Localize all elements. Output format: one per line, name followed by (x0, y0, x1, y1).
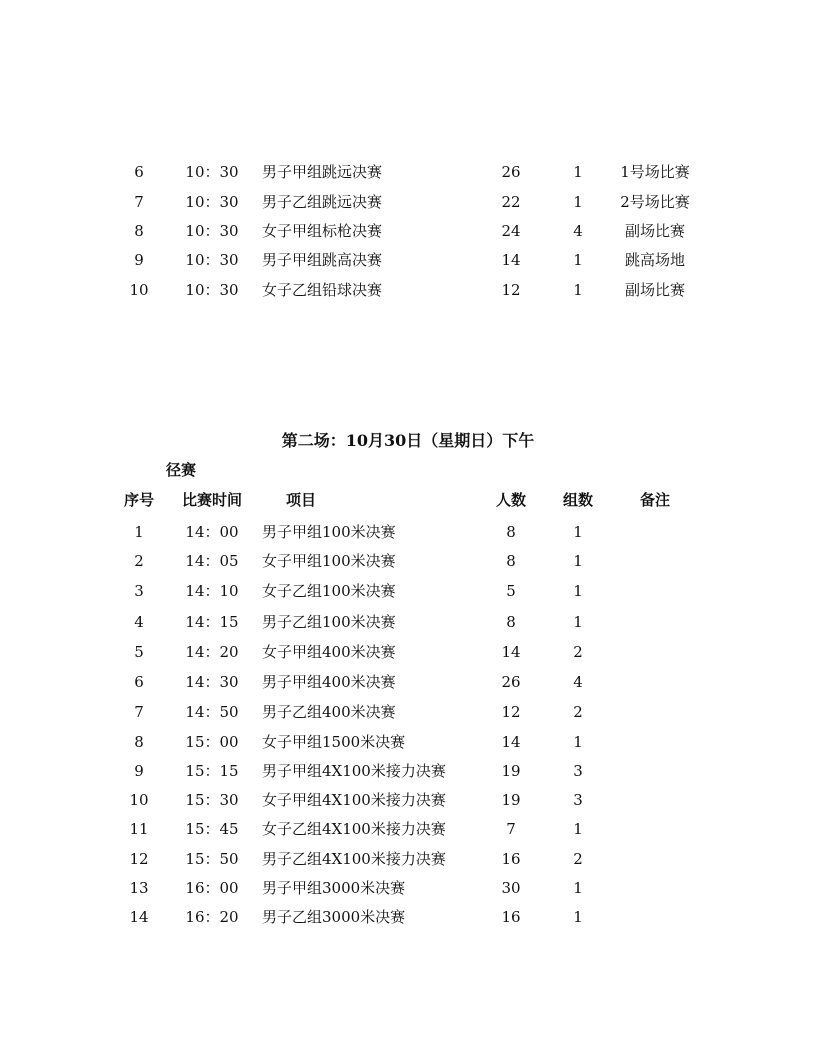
row-time: 10：30 (185, 222, 239, 240)
row-time: 14：20 (185, 643, 239, 661)
row-count: 14 (501, 251, 521, 269)
row-count: 22 (501, 193, 521, 211)
table-row (0, 848, 816, 870)
row-event: 女子甲组400米决赛 (262, 643, 396, 661)
table-row (0, 731, 816, 753)
row-note: 跳高场地 (624, 251, 685, 269)
table-row (0, 611, 816, 633)
row-count: 12 (501, 281, 521, 299)
table-row (0, 580, 816, 602)
row-count: 30 (501, 879, 521, 897)
table-row (0, 191, 816, 213)
row-time: 14：10 (185, 582, 239, 600)
row-count: 26 (501, 673, 521, 691)
row-groups: 1 (573, 733, 583, 751)
table-row (0, 789, 816, 811)
row-event: 男子甲组跳远决赛 (262, 163, 383, 181)
row-event: 男子乙组400米决赛 (262, 703, 396, 721)
row-number: 9 (134, 251, 144, 269)
table-row (0, 550, 816, 572)
row-count: 16 (501, 908, 521, 926)
row-groups: 1 (573, 820, 583, 838)
table-row (0, 818, 816, 840)
row-groups: 1 (573, 163, 583, 181)
row-groups: 1 (573, 908, 583, 926)
row-number: 4 (134, 613, 144, 631)
table-row (0, 249, 816, 271)
table-row (0, 760, 816, 782)
row-time: 15：45 (185, 820, 239, 838)
row-groups: 2 (573, 850, 583, 868)
row-groups: 1 (573, 281, 583, 299)
row-groups: 1 (573, 552, 583, 570)
row-count: 8 (506, 523, 516, 541)
table-row (0, 161, 816, 183)
row-number: 1 (134, 523, 144, 541)
row-time: 16：20 (185, 908, 239, 926)
row-groups: 1 (573, 251, 583, 269)
section-title: 第二场：10月30日（星期日）下午 (281, 431, 535, 450)
row-number: 6 (134, 163, 144, 181)
table-row (0, 701, 816, 723)
row-number: 10 (129, 791, 149, 809)
header-number: 序号 (123, 491, 154, 509)
row-groups: 4 (573, 673, 583, 691)
row-time: 14：05 (185, 552, 239, 570)
row-number: 13 (129, 879, 149, 897)
row-note: 副场比赛 (624, 222, 685, 240)
row-note: 2号场比赛 (620, 193, 690, 211)
row-count: 8 (506, 613, 516, 631)
row-time: 10：30 (185, 251, 239, 269)
row-groups: 3 (573, 762, 583, 780)
row-number: 5 (134, 643, 144, 661)
row-groups: 2 (573, 643, 583, 661)
row-groups: 1 (573, 523, 583, 541)
section-subtitle: 径赛 (166, 461, 197, 479)
row-groups: 4 (573, 222, 583, 240)
row-count: 14 (501, 643, 521, 661)
row-count: 5 (506, 582, 516, 600)
row-event: 男子乙组3000米决赛 (262, 908, 406, 926)
row-event: 男子甲组跳高决赛 (262, 251, 383, 269)
row-number: 12 (129, 850, 149, 868)
table-header-row (0, 489, 816, 511)
row-event: 女子甲组100米决赛 (262, 552, 396, 570)
row-number: 9 (134, 762, 144, 780)
row-count: 19 (501, 791, 521, 809)
header-note: 备注 (639, 491, 670, 509)
table-row (0, 877, 816, 899)
row-count: 19 (501, 762, 521, 780)
header-time: 比赛时间 (181, 491, 242, 509)
row-number: 10 (129, 281, 149, 299)
row-event: 男子乙组跳远决赛 (262, 193, 383, 211)
row-event: 女子乙组100米决赛 (262, 582, 396, 600)
row-event: 男子甲组4X100米接力决赛 (262, 762, 446, 780)
row-number: 11 (129, 820, 149, 838)
row-count: 7 (506, 820, 516, 838)
row-event: 女子甲组1500米决赛 (262, 733, 406, 751)
row-number: 8 (134, 733, 144, 751)
table-row (0, 279, 816, 301)
table-row (0, 220, 816, 242)
row-count: 26 (501, 163, 521, 181)
row-note: 副场比赛 (624, 281, 685, 299)
row-number: 2 (134, 552, 144, 570)
row-time: 14：15 (185, 613, 239, 631)
row-groups: 1 (573, 879, 583, 897)
row-count: 8 (506, 552, 516, 570)
row-event: 男子乙组100米决赛 (262, 613, 396, 631)
row-time: 15：50 (185, 850, 239, 868)
table-row (0, 671, 816, 693)
header-count: 人数 (495, 491, 526, 509)
row-time: 15：15 (185, 762, 239, 780)
row-number: 8 (134, 222, 144, 240)
row-time: 15：30 (185, 791, 239, 809)
row-event: 女子乙组4X100米接力决赛 (262, 820, 446, 838)
row-count: 12 (501, 703, 521, 721)
row-event: 女子甲组标枪决赛 (262, 222, 383, 240)
row-groups: 1 (573, 613, 583, 631)
row-event: 男子甲组400米决赛 (262, 673, 396, 691)
row-groups: 1 (573, 582, 583, 600)
header-event: 项目 (286, 491, 317, 509)
row-event: 女子甲组4X100米接力决赛 (262, 791, 446, 809)
row-number: 14 (129, 908, 149, 926)
row-event: 男子乙组4X100米接力决赛 (262, 850, 446, 868)
row-time: 10：30 (185, 193, 239, 211)
row-event: 女子乙组铅球决赛 (262, 281, 383, 299)
row-time: 14：50 (185, 703, 239, 721)
row-number: 6 (134, 673, 144, 691)
header-groups: 组数 (562, 491, 593, 509)
row-time: 14：30 (185, 673, 239, 691)
row-event: 男子甲组3000米决赛 (262, 879, 406, 897)
row-note: 1号场比赛 (620, 163, 690, 181)
row-time: 15：00 (185, 733, 239, 751)
table-row (0, 641, 816, 663)
row-time: 10：30 (185, 281, 239, 299)
row-count: 16 (501, 850, 521, 868)
row-groups: 1 (573, 193, 583, 211)
table-row (0, 906, 816, 928)
row-groups: 3 (573, 791, 583, 809)
table-row (0, 521, 816, 543)
row-time: 16：00 (185, 879, 239, 897)
row-number: 7 (134, 703, 144, 721)
row-number: 3 (134, 582, 144, 600)
row-groups: 2 (573, 703, 583, 721)
row-time: 14：00 (185, 523, 239, 541)
row-count: 24 (501, 222, 521, 240)
row-time: 10：30 (185, 163, 239, 181)
row-count: 14 (501, 733, 521, 751)
row-event: 男子甲组100米决赛 (262, 523, 396, 541)
row-number: 7 (134, 193, 144, 211)
